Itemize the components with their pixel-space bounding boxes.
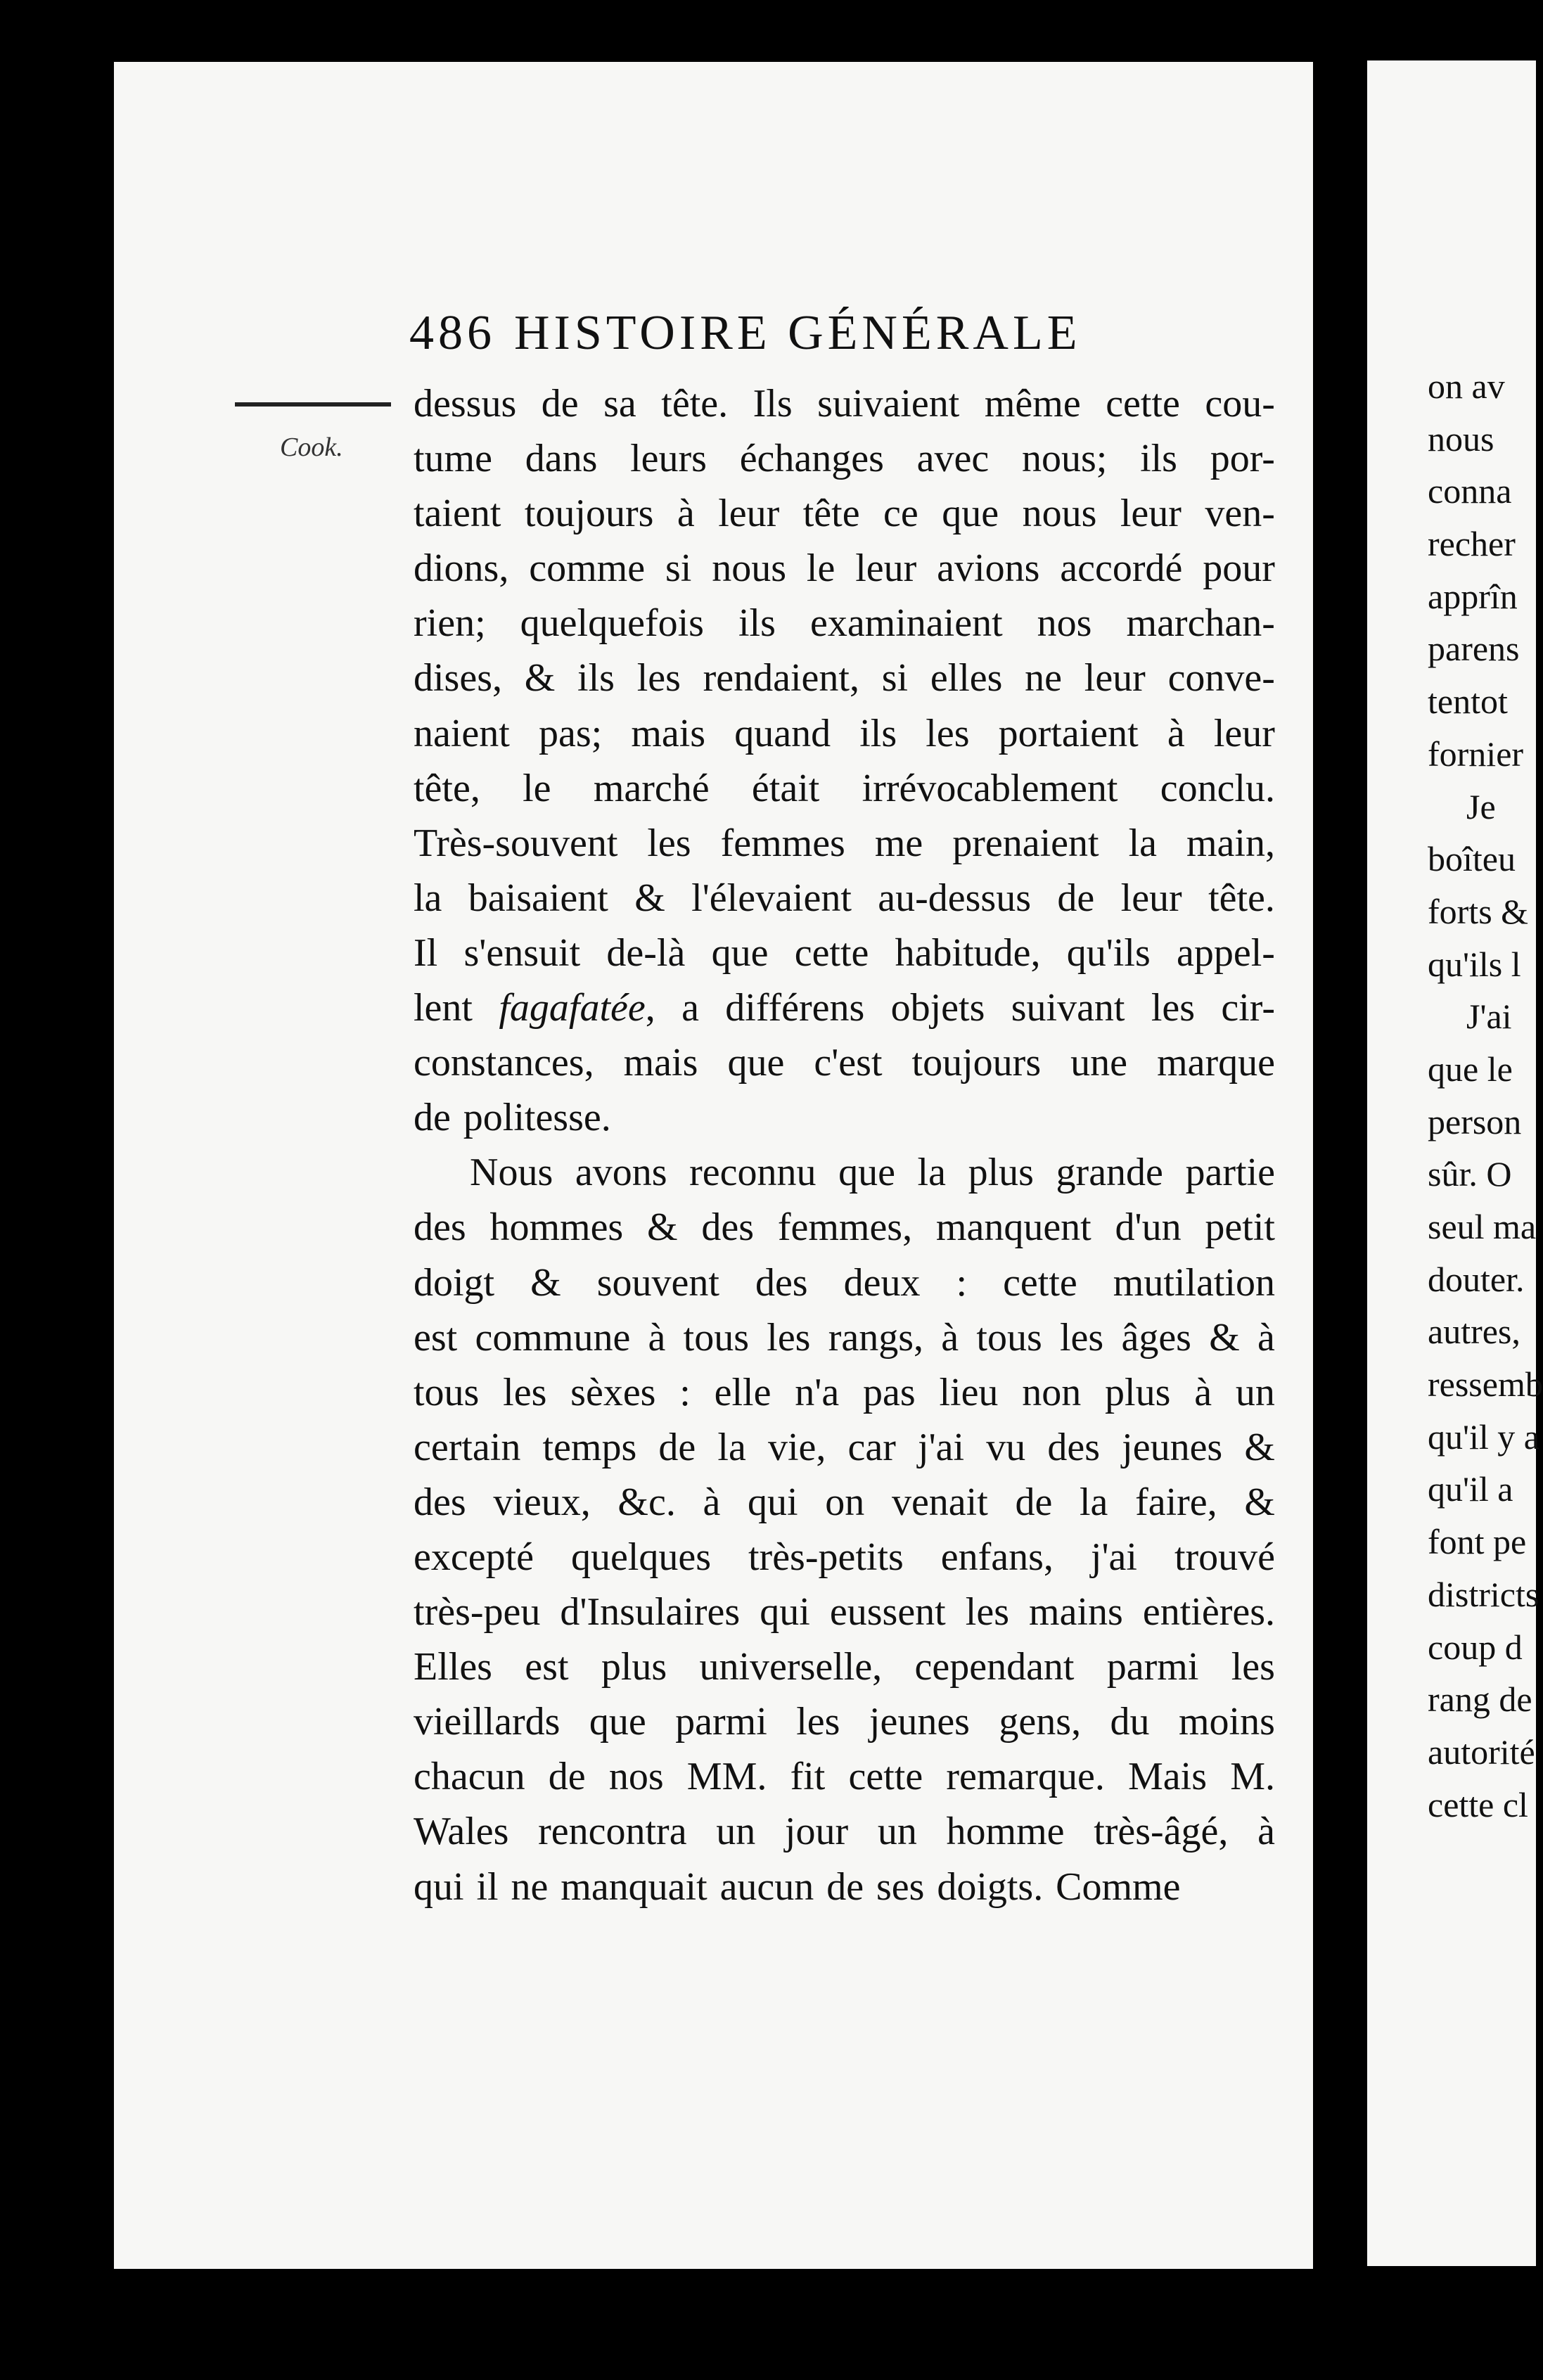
body-line: rien; quelquefois ils examinaient nos marchan- xyxy=(414,601,1275,646)
body-line: vieillards que parmi les jeunes gens, du moins xyxy=(414,1700,1275,1744)
right-page-line: coup d xyxy=(1428,1627,1523,1667)
body-line: doigt & souvent des deux : cette mutilation xyxy=(414,1260,1275,1305)
body-line: chacun de nos MM. fit cette remarque. Mais M. xyxy=(414,1755,1275,1799)
right-page-line: seul ma xyxy=(1428,1207,1537,1246)
body-line: est commune à tous les rangs, à tous les âges & à xyxy=(414,1315,1275,1359)
body-line: la baisaient & l'élevaient au-dessus de leur tête. xyxy=(414,876,1275,920)
right-page-line: Je xyxy=(1466,786,1496,826)
body-line: Wales rencontra un jour un homme très-âgé, à xyxy=(414,1810,1275,1854)
right-page-line: forts & xyxy=(1428,891,1529,931)
body-line: constances, mais que c'est toujours une marque xyxy=(414,1041,1275,1085)
body-line: taient toujours à leur tête ce que nous leur ven- xyxy=(414,492,1275,536)
body-line: très-peu d'Insulaires qui eussent les mains entières. xyxy=(414,1590,1275,1634)
body-line: dessus de sa tête. Ils suivaient même cette cou- xyxy=(414,382,1275,426)
right-page-line: autres, xyxy=(1428,1312,1520,1352)
right-page-line: font pe xyxy=(1428,1522,1527,1562)
right-page-text xyxy=(1428,360,1543,1831)
body-line: des vieux, &c. à qui on venait de la faire, & xyxy=(414,1480,1275,1524)
body-line: naient pas; mais quand ils les portaient à leur xyxy=(414,711,1275,755)
right-page-line: cette cl xyxy=(1428,1784,1528,1824)
body-line: dises, & ils les rendaient, si elles ne leur conve- xyxy=(414,656,1275,700)
right-page-line: qu'il a xyxy=(1428,1469,1513,1509)
right-page-line: conna xyxy=(1428,471,1512,511)
margin-note: Cook. xyxy=(280,433,343,462)
right-page-line: qu'il y a xyxy=(1428,1416,1539,1457)
right-page-line: recher xyxy=(1428,524,1516,564)
body-line: tête, le marché était irrévocablement conclu. xyxy=(414,766,1275,810)
right-page-line: apprîn xyxy=(1428,576,1518,616)
right-page-line: douter. xyxy=(1428,1259,1525,1299)
body-text xyxy=(414,376,1275,1914)
body-line: certain temps de la vie, car j'ai vu des jeunes & xyxy=(414,1425,1275,1469)
body-line: des hommes & des femmes, manquent d'un petit xyxy=(414,1205,1275,1250)
body-line: de politesse. xyxy=(414,1096,611,1140)
right-page-line: parens xyxy=(1428,629,1520,669)
body-line: Il s'ensuit de-là que cette habitude, qu'ils appel- xyxy=(414,930,1275,975)
running-header xyxy=(409,307,1246,360)
right-page-line: J'ai xyxy=(1466,997,1512,1037)
running-title: HISTOIRE GÉNÉRALE xyxy=(514,306,1082,360)
body-line: tume dans leurs échanges avec nous; ils por- xyxy=(414,437,1275,481)
margin-rule xyxy=(235,402,391,407)
right-page-line: districts xyxy=(1428,1574,1539,1614)
body-line: tous les sèxes : elle n'a pas lieu non plus à un xyxy=(414,1370,1275,1414)
body-line: Elles est plus universelle, cependant parmi les xyxy=(414,1645,1275,1689)
right-page-line: fornier xyxy=(1428,734,1524,774)
body-line: qui il ne manquait aucun de ses doigts. Comme xyxy=(414,1864,1181,1909)
body-line: excepté quelques très-petits enfans, j'ai trouvé xyxy=(414,1535,1275,1579)
right-page-line: que le xyxy=(1428,1049,1513,1089)
right-page-line: boîteu xyxy=(1428,839,1516,879)
right-page-line: nous xyxy=(1428,418,1494,459)
body-line: Nous avons reconnu que la plus grande partie xyxy=(470,1151,1275,1195)
body-line: Très-souvent les femmes me prenaient la main, xyxy=(414,821,1275,865)
right-page-line: autorité xyxy=(1428,1732,1535,1772)
right-page-line: ressemb xyxy=(1428,1364,1543,1405)
body-line: lent fagafatée, a différens objets suivant les cir- xyxy=(414,986,1275,1030)
right-page-line: rang de xyxy=(1428,1680,1532,1720)
right-page-line: person xyxy=(1428,1101,1522,1141)
right-page-line: tentot xyxy=(1428,682,1508,722)
right-page-line: sûr. O xyxy=(1428,1154,1512,1194)
right-page-line: on av xyxy=(1428,366,1505,406)
page-number: 486 xyxy=(409,306,496,360)
body-line: dions, comme si nous le leur avions accordé pour xyxy=(414,546,1275,591)
right-page-line: qu'ils l xyxy=(1428,944,1521,984)
